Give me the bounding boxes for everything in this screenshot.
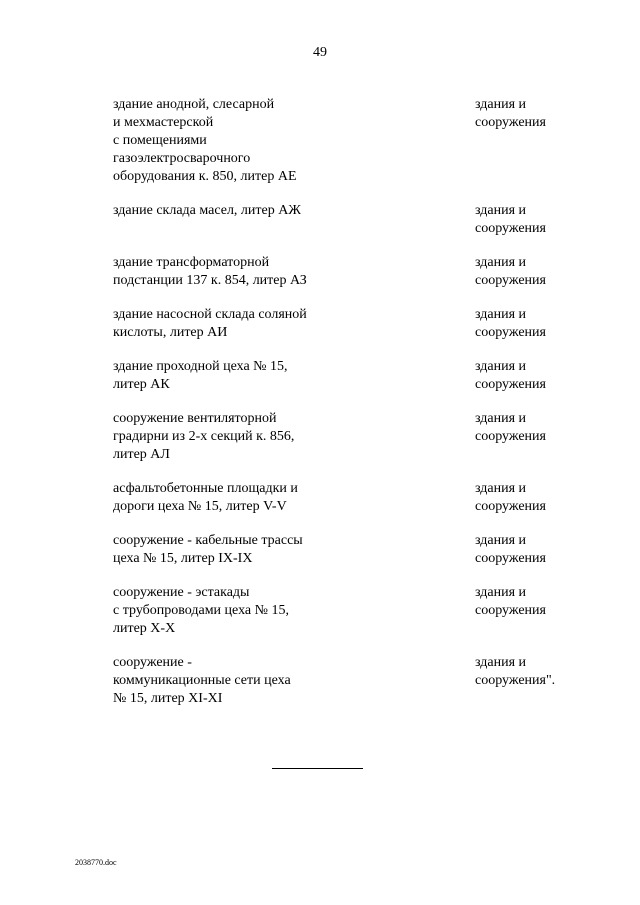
page-number: 49 xyxy=(313,45,327,60)
list-item xyxy=(0,654,640,708)
property-name: здание проходной цеха № 15, литер АК xyxy=(113,359,288,392)
property-name: здание насосной склада соляной кислоты, литер АИ xyxy=(113,307,307,340)
list-item xyxy=(0,202,640,238)
property-category: здания и сооружения xyxy=(475,307,546,340)
property-name: сооружение - коммуникационные сети цеха № 15, литер XI-XI xyxy=(113,655,291,706)
property-name: сооружение вентиляторной градирни из 2-х секций к. 856, литер АЛ xyxy=(113,411,295,462)
list-item xyxy=(0,254,640,290)
property-category: здания и сооружения xyxy=(475,585,546,618)
property-list xyxy=(0,96,640,724)
property-category: здания и сооружения". xyxy=(475,655,556,688)
property-category: здания и сооружения xyxy=(475,203,546,236)
property-category: здания и сооружения xyxy=(475,255,546,288)
list-item xyxy=(0,532,640,568)
property-name: здание склада масел, литер АЖ xyxy=(113,203,301,218)
list-item xyxy=(0,96,640,186)
list-item xyxy=(0,584,640,638)
list-item xyxy=(0,410,640,464)
document-reference: 2038770.doc xyxy=(75,858,117,867)
property-name: здание анодной, слесарной и мехмастерской с помещениями газоэлектросварочного оборудования к. 850, литер АЕ xyxy=(113,97,297,184)
property-category: здания и сооружения xyxy=(475,97,546,130)
property-category: здания и сооружения xyxy=(475,533,546,566)
property-name: здание трансформаторной подстанции 137 к. 854, литер АЗ xyxy=(113,255,307,288)
property-category: здания и сооружения xyxy=(475,411,546,444)
property-name: сооружение - кабельные трассы цеха № 15, литер IX-IX xyxy=(113,533,303,566)
list-item xyxy=(0,358,640,394)
property-category: здания и сооружения xyxy=(475,359,546,392)
property-name: сооружение - эстакады с трубопроводами цеха № 15, литер Х-Х xyxy=(113,585,289,636)
end-rule xyxy=(272,768,363,769)
property-name: асфальтобетонные площадки и дороги цеха № 15, литер V-V xyxy=(113,481,298,514)
property-category: здания и сооружения xyxy=(475,481,546,514)
list-item xyxy=(0,480,640,516)
list-item xyxy=(0,306,640,342)
